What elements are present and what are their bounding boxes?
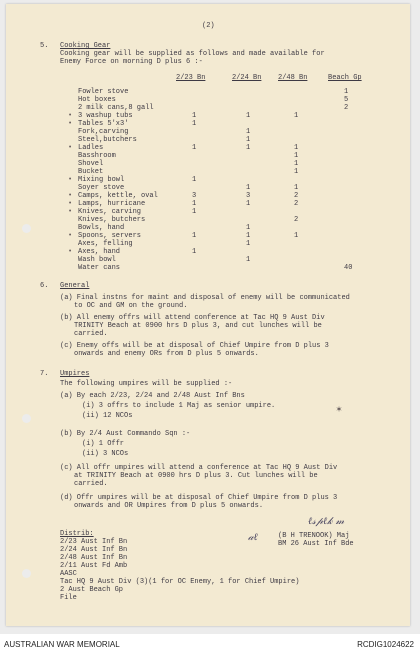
handwritten-mark: ✶	[336, 405, 343, 416]
margin-tick-mark: •	[68, 208, 73, 216]
section-6-b: TRINITY Beach at 0900 hrs D plus 3, and cut lunches will be	[74, 322, 322, 330]
table-row-item: Tables 5'x3'	[78, 120, 129, 128]
archive-footer	[0, 634, 420, 654]
table-row-item: 2 milk cans,8 gall	[78, 104, 154, 112]
column-header: 2/23 Bn	[176, 74, 206, 82]
margin-tick-mark: •	[68, 112, 73, 120]
distribution-item: 2/48 Aust Inf Bn	[60, 554, 128, 562]
section-6-c: (c) Enemy offs will be at disposal of Chief Umpire from D plus 3	[60, 342, 329, 350]
table-row-item: Basshroom	[78, 152, 116, 160]
margin-tick-mark: •	[68, 144, 73, 152]
table-row-item: Shovel	[78, 160, 104, 168]
table-cell: 2	[294, 192, 299, 200]
signature-unit: BM 26 Aust Inf Bde	[278, 540, 354, 548]
table-cell: 1	[294, 144, 299, 152]
table-row-item: Fowler stove	[78, 88, 129, 96]
table-cell: 1	[192, 232, 197, 240]
section-7-a-item: (ii) 12 NCOs	[82, 412, 133, 420]
margin-tick-mark: •	[68, 200, 73, 208]
page-number: (2)	[202, 22, 215, 30]
section-7-b: (b) By 2/4 Aust Commando Sqn :-	[60, 430, 191, 438]
table-row-item: Knives, butchers	[78, 216, 146, 224]
section-6-b: carried.	[74, 330, 108, 338]
punch-hole	[22, 569, 31, 578]
section-7-d: onwards and OR Umpires from D plus 5 onwards.	[74, 502, 264, 510]
table-row-item: 3 washup tubs	[78, 112, 133, 120]
table-cell: 1	[192, 112, 197, 120]
table-cell: 2	[344, 104, 349, 112]
column-header: Beach Gp	[328, 74, 362, 82]
table-row-item: Axes, felling	[78, 240, 133, 248]
table-cell: 1	[246, 256, 251, 264]
section-7-c: at TRINITY Beach at 0900 hrs D plus 3. Cut lunches will be	[74, 472, 318, 480]
table-cell: 1	[246, 112, 251, 120]
margin-tick-mark: •	[68, 232, 73, 240]
table-row-item: Bucket	[78, 168, 104, 176]
table-cell: 1	[294, 160, 299, 168]
table-row-item: Hot boxes	[78, 96, 116, 104]
table-cell: 1	[246, 200, 251, 208]
margin-tick-mark: •	[68, 248, 73, 256]
table-cell: 1	[246, 240, 251, 248]
section-6-a: to OC and GM on the ground.	[74, 302, 188, 310]
table-cell: 1	[192, 120, 197, 128]
table-cell: 1	[192, 200, 197, 208]
table-cell: 3	[246, 192, 251, 200]
table-cell: 1	[294, 168, 299, 176]
distribution-title: Distrib:	[60, 530, 94, 538]
table-cell: 1	[246, 184, 251, 192]
table-cell: 1	[192, 176, 197, 184]
table-row-item: Knives, carving	[78, 208, 142, 216]
column-header: 2/48 Bn	[278, 74, 308, 82]
section-6-a: (a) Final instns for maint and disposal of enemy will be communicated	[60, 294, 350, 302]
table-cell: 1	[246, 232, 251, 240]
table-row-item: Spoons, servers	[78, 232, 142, 240]
section-6-number: 6.	[40, 282, 49, 290]
section-5-title: Cooking Gear	[60, 42, 111, 50]
table-cell: 1	[246, 136, 251, 144]
section-5-intro: Enemy Force on morning D plus 6 :-	[60, 58, 203, 66]
table-row-item: Water cans	[78, 264, 121, 272]
table-cell: 1	[294, 152, 299, 160]
signature-initials: 𝒶ℓ	[248, 532, 258, 543]
margin-tick-mark: •	[68, 120, 73, 128]
section-7-intro: The following umpires will be supplied :-	[60, 380, 233, 388]
margin-tick-mark: •	[68, 192, 73, 200]
punch-hole	[22, 414, 31, 423]
table-row-item: Axes, hand	[78, 248, 121, 256]
distribution-item: 2/23 Aust Inf Bn	[60, 538, 128, 546]
document-page	[6, 4, 410, 626]
table-row-item: Mixing bowl	[78, 176, 125, 184]
table-row-item: Lamps, hurricane	[78, 200, 146, 208]
distribution-item: File	[60, 594, 77, 602]
margin-tick-mark: •	[68, 176, 73, 184]
table-cell: 1	[192, 208, 197, 216]
section-7-number: 7.	[40, 370, 49, 378]
section-6-c: onwards and enemy ORs from D plus 5 onwards.	[74, 350, 259, 358]
distribution-item: AASC	[60, 570, 77, 578]
column-header: 2/24 Bn	[232, 74, 262, 82]
table-row-item: Wash bowl	[78, 256, 116, 264]
table-cell: 1	[246, 144, 251, 152]
section-5-intro: Cooking gear will be supplied as follows and made available for	[60, 50, 325, 58]
distribution-item: 2/11 Aust Fd Amb	[60, 562, 128, 570]
footer-source: AUSTRALIAN WAR MEMORIAL	[4, 640, 120, 649]
section-6-b: (b) All enemy offrs will attend conference at Tac HQ 9 Aust Div	[60, 314, 325, 322]
section-7-b-item: (ii) 3 NCOs	[82, 450, 129, 458]
table-row-item: Ladles	[78, 144, 104, 152]
table-cell: 40	[344, 264, 353, 272]
table-cell: 1	[246, 128, 251, 136]
section-7-d: (d) Offr umpires will be at disposal of Chief Umpire from D plus 3	[60, 494, 338, 502]
table-cell: 1	[246, 224, 251, 232]
section-5-number: 5.	[40, 42, 49, 50]
table-row-item: Bowls, hand	[78, 224, 125, 232]
punch-hole	[22, 224, 31, 233]
table-cell: 1	[344, 88, 349, 96]
table-cell: 1	[294, 232, 299, 240]
table-row-item: Fork,carving	[78, 128, 129, 136]
table-cell: 1	[294, 112, 299, 120]
signature-handwritten: ℓ𝓈𝓅ℓ𝓀 𝓂	[308, 516, 345, 527]
table-row-item: Steel,butchers	[78, 136, 137, 144]
section-7-b-item: (i) 1 Offr	[82, 440, 125, 448]
table-cell: 1	[294, 184, 299, 192]
distribution-item: 2/24 Aust Inf Bn	[60, 546, 128, 554]
table-cell: 1	[192, 248, 197, 256]
section-7-a: (a) By each 2/23, 2/24 and 2/48 Aust Inf Bns	[60, 392, 245, 400]
section-7-c: carried.	[74, 480, 108, 488]
table-cell: 3	[192, 192, 197, 200]
footer-id: RCDIG1024622	[357, 640, 414, 649]
table-cell: 2	[294, 216, 299, 224]
distribution-item: 2 Aust Beach Gp	[60, 586, 124, 594]
section-7-title: Umpires	[60, 370, 90, 378]
section-7-c: (c) All offr umpires will attend a conference at Tac HQ 9 Aust Div	[60, 464, 338, 472]
table-cell: 1	[192, 144, 197, 152]
table-cell: 5	[344, 96, 349, 104]
distribution-item: Tac HQ 9 Aust Div (3)(1 for OC Enemy, 1 for Chief Umpire)	[60, 578, 300, 586]
section-7-a-item: (i) 3 offrs to include 1 Maj as senior umpire.	[82, 402, 276, 410]
signature-name: (B H TRENOOK) Maj	[278, 532, 350, 540]
table-row-item: Camps, kettle, oval	[78, 192, 158, 200]
table-row-item: Soyer stove	[78, 184, 125, 192]
table-cell: 2	[294, 200, 299, 208]
section-6-title: General	[60, 282, 90, 290]
